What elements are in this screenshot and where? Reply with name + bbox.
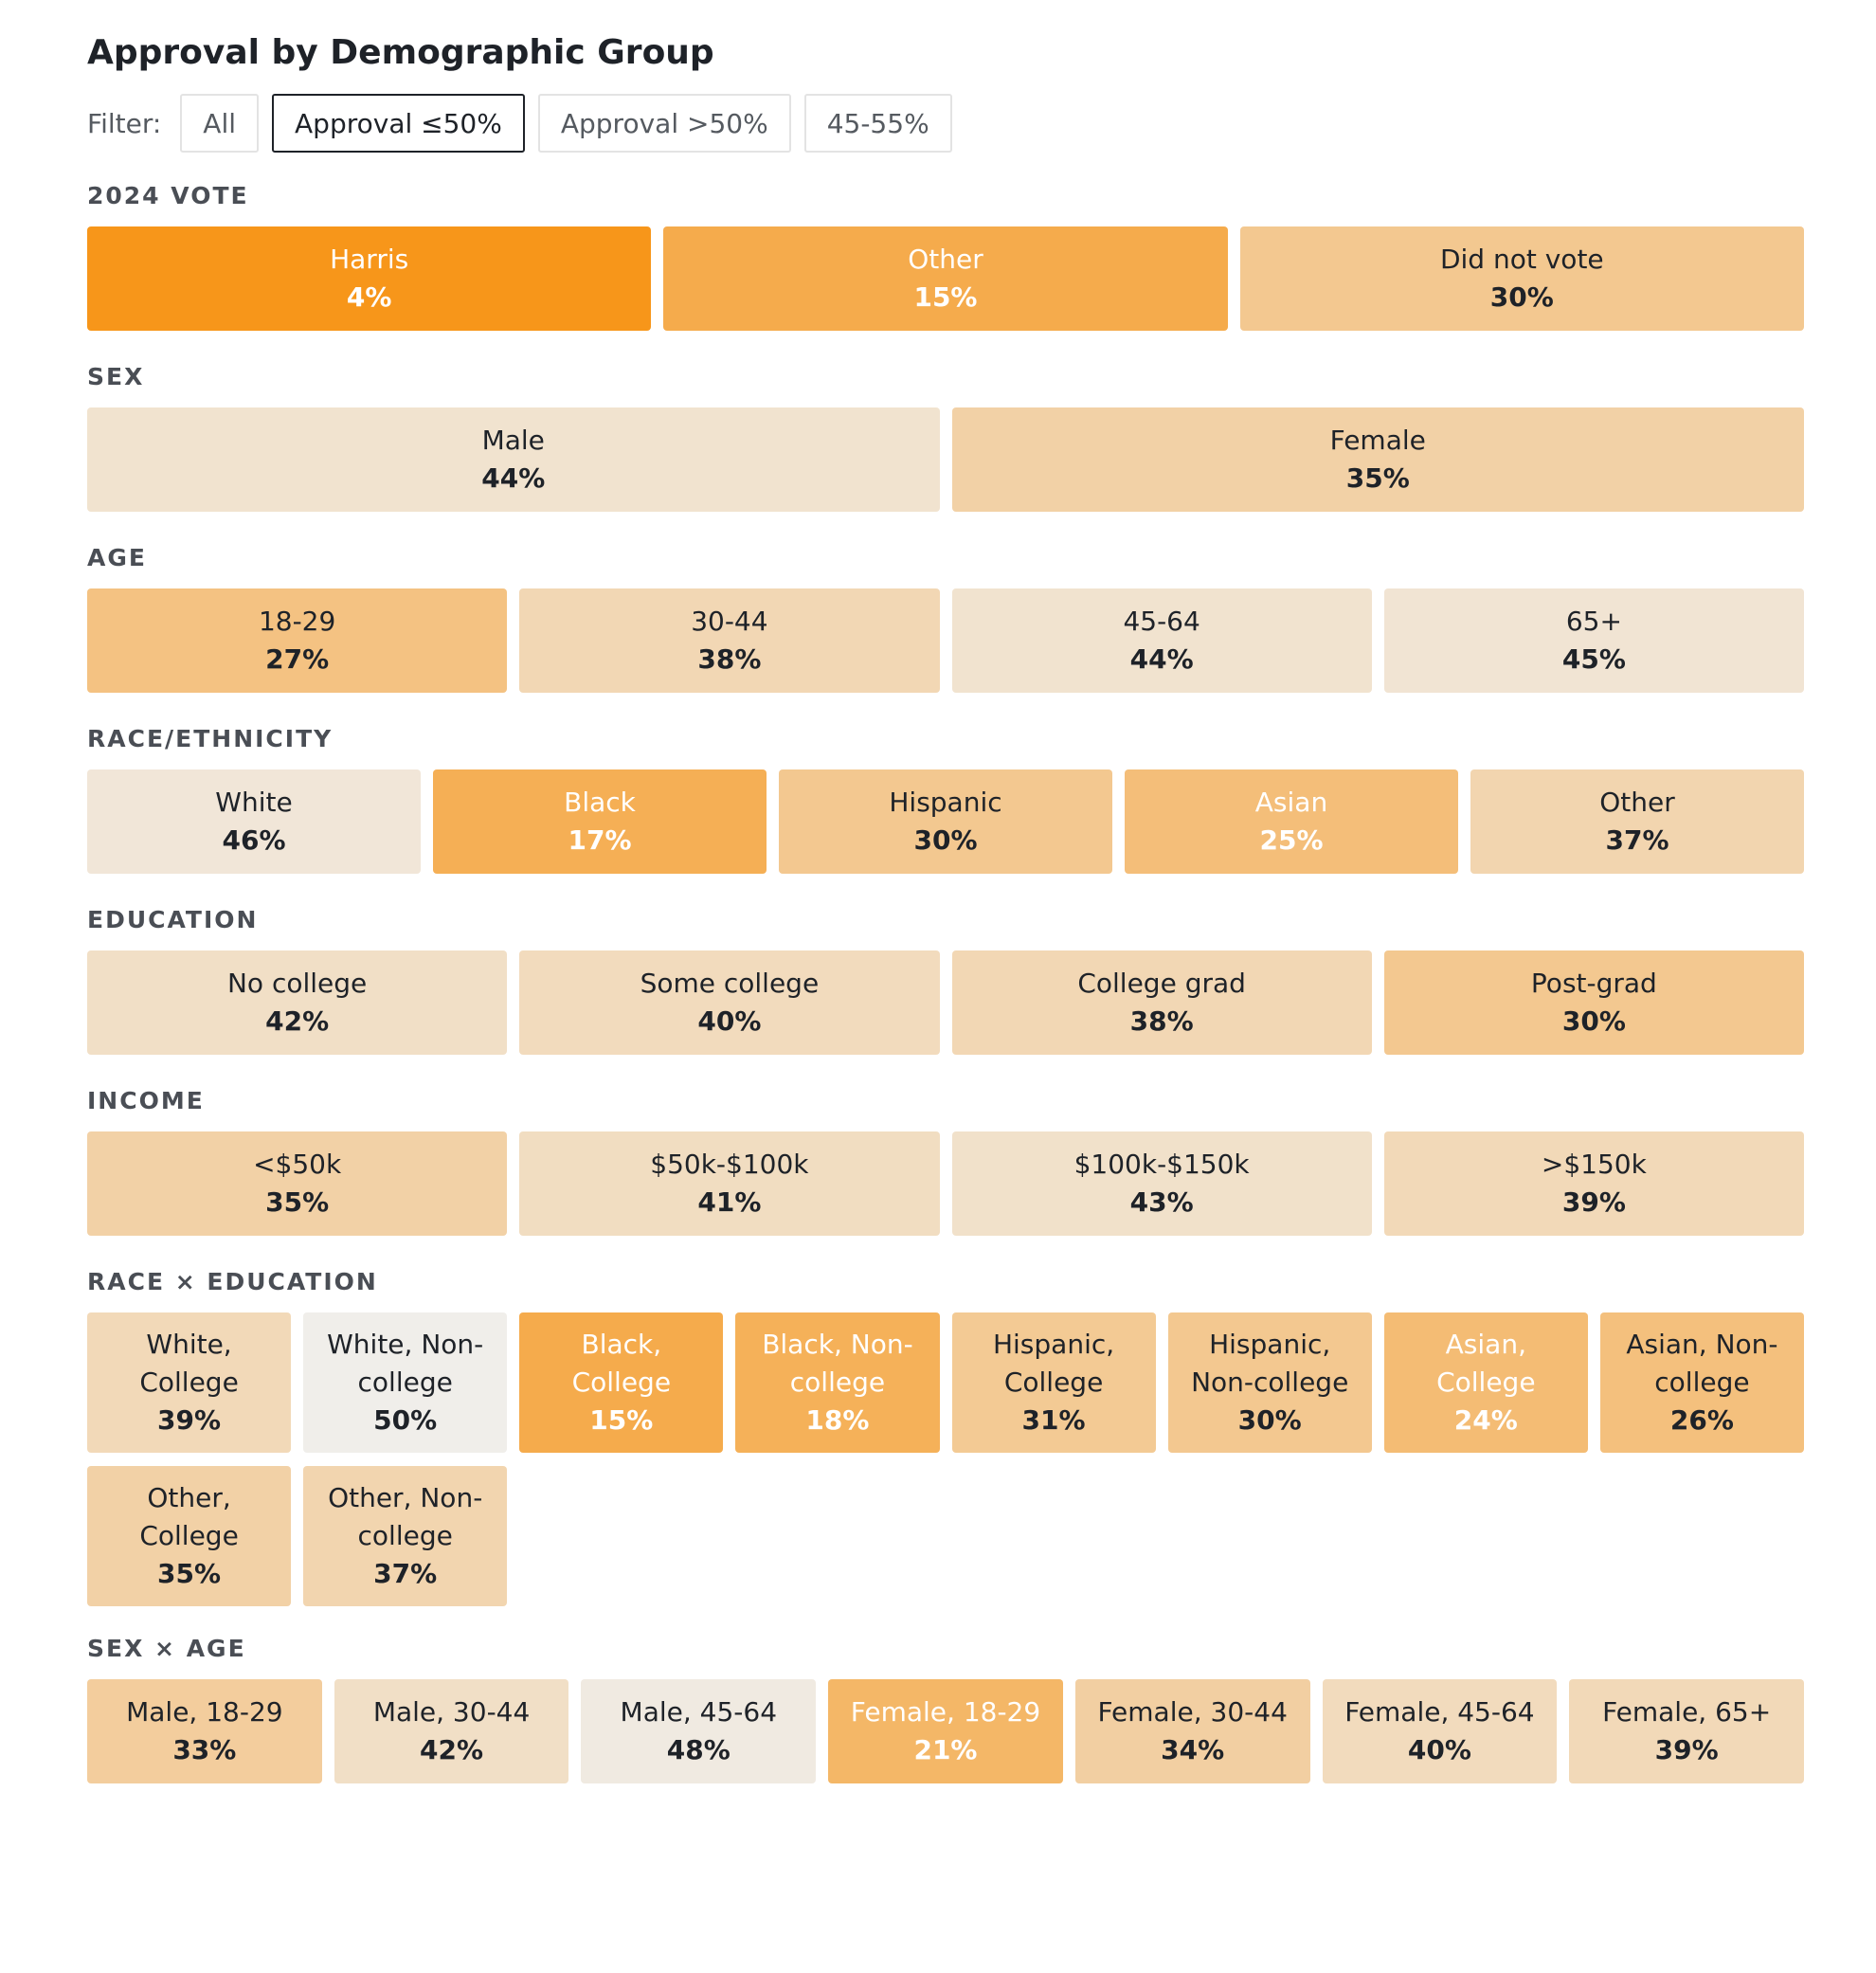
- cell-value: 50%: [373, 1404, 438, 1436]
- heatmap-cell-education-college-grad[interactable]: [952, 950, 1372, 1055]
- cell-value: 15%: [913, 281, 978, 313]
- cell-label: Male, 18-29: [126, 1696, 283, 1728]
- heatmap-cell-race-education-black-non-college[interactable]: [735, 1312, 939, 1453]
- section-label: SEX: [87, 363, 145, 390]
- cell-label: Post-grad: [1530, 968, 1657, 999]
- cell-value: 39%: [1561, 1186, 1626, 1218]
- cell-label: Male, 45-64: [620, 1696, 778, 1728]
- heatmap-cell-education-some-college[interactable]: [519, 950, 939, 1055]
- cell-value: 35%: [265, 1186, 330, 1218]
- heatmap-cell-income-150k[interactable]: [1384, 1131, 1804, 1236]
- cell-label: Other, College: [139, 1482, 239, 1551]
- cell-label: Male, 30-44: [372, 1696, 531, 1728]
- heatmap-cell-race-hispanic[interactable]: [779, 769, 1112, 874]
- cell-value: 42%: [265, 1005, 330, 1037]
- cell-value: 42%: [420, 1734, 484, 1765]
- heatmap-cell-sex-male[interactable]: [87, 407, 940, 512]
- cell-value: 37%: [373, 1558, 438, 1589]
- heatmap-cell-sex-age-female-45-64[interactable]: [1323, 1679, 1558, 1783]
- cell-label: >$150k: [1541, 1149, 1647, 1180]
- section-label: EDUCATION: [87, 906, 259, 933]
- cell-label: Black, College: [571, 1329, 672, 1398]
- section-label: RACE/ETHNICITY: [87, 725, 334, 752]
- cell-value: 35%: [157, 1558, 222, 1589]
- cell-label: Other, Non-college: [328, 1482, 483, 1551]
- section-income: [87, 1086, 1804, 1218]
- cell-value: 4%: [346, 281, 392, 313]
- heatmap-cell-race-education-hispanic-college[interactable]: [952, 1312, 1156, 1453]
- cell-label: Asian, College: [1436, 1329, 1536, 1398]
- cell-value: 30%: [1561, 1005, 1626, 1037]
- heatmap-cell-sex-age-female-65[interactable]: [1569, 1679, 1804, 1783]
- section-label: RACE × EDUCATION: [87, 1268, 378, 1295]
- cell-value: 41%: [697, 1186, 762, 1218]
- filter-chip-45-55[interactable]: 45-55%: [804, 94, 952, 153]
- heatmap-cell-income-100k-150k[interactable]: [952, 1131, 1372, 1236]
- cell-label: Other: [908, 244, 983, 275]
- heatmap-cell-vote-did-not-vote[interactable]: [1240, 226, 1804, 331]
- section-label: 2024 VOTE: [87, 182, 249, 209]
- heatmap-cell-sex-age-male-45-64[interactable]: [581, 1679, 816, 1783]
- cell-value: 33%: [172, 1734, 237, 1765]
- cell-value: 30%: [1489, 281, 1554, 313]
- cell-value: 27%: [265, 643, 330, 675]
- cell-label: 18-29: [258, 606, 336, 637]
- heatmap-cell-education-post-grad[interactable]: [1384, 950, 1804, 1055]
- heatmap-cell-age-30-44[interactable]: [519, 588, 939, 693]
- chart-container: [87, 27, 1804, 1765]
- section-label: INCOME: [87, 1087, 205, 1114]
- heatmap-cell-sex-age-male-30-44[interactable]: [334, 1679, 569, 1783]
- heatmap-cell-race-education-asian-non-college[interactable]: [1600, 1312, 1804, 1453]
- cell-label: Some college: [640, 968, 820, 999]
- cell-label: Female: [1329, 425, 1426, 456]
- heatmap-cell-education-no-college[interactable]: [87, 950, 507, 1055]
- cell-label: No college: [226, 968, 368, 999]
- cell-value: 43%: [1129, 1186, 1194, 1218]
- cell-value: 38%: [1129, 1005, 1194, 1037]
- cell-label: 30-44: [691, 606, 768, 637]
- heatmap-cell-race-education-white-college[interactable]: [87, 1312, 291, 1453]
- heatmap-cell-age-65[interactable]: [1384, 588, 1804, 693]
- cell-label: Black, Non-college: [762, 1329, 913, 1398]
- cell-value: 38%: [697, 643, 762, 675]
- cell-label: College grad: [1077, 968, 1246, 999]
- cell-value: 37%: [1605, 824, 1669, 856]
- heatmap-cell-race-asian[interactable]: [1125, 769, 1458, 874]
- heatmap-cell-sex-age-female-18-29[interactable]: [828, 1679, 1063, 1783]
- cell-label: Female, 45-64: [1344, 1696, 1535, 1728]
- heatmap-cell-sex-female[interactable]: [952, 407, 1805, 512]
- cell-label: Hispanic: [889, 787, 1002, 818]
- section-vote: [87, 181, 1804, 313]
- heatmap-cell-race-education-other-non-college[interactable]: [303, 1466, 507, 1606]
- cell-value: 48%: [666, 1734, 731, 1765]
- heatmap-cell-sex-age-male-18-29[interactable]: [87, 1679, 322, 1783]
- cell-label: Did not vote: [1439, 244, 1604, 275]
- heatmap-cell-race-white[interactable]: [87, 769, 421, 874]
- section-education: [87, 905, 1804, 1037]
- section-race: [87, 724, 1804, 856]
- heatmap-cell-income-50k-100k[interactable]: [519, 1131, 939, 1236]
- cell-label: Asian, Non-college: [1626, 1329, 1778, 1398]
- heatmap-cell-income-50k[interactable]: [87, 1131, 507, 1236]
- heatmap-cell-vote-harris[interactable]: [87, 226, 651, 331]
- cell-label: Harris: [330, 244, 409, 275]
- cell-label: White, College: [139, 1329, 239, 1398]
- cell-label: 65+: [1565, 606, 1622, 637]
- cell-value: 34%: [1161, 1734, 1225, 1765]
- filter-chip-approval-le-50[interactable]: Approval ≤50%: [272, 94, 525, 153]
- heatmap-cell-race-education-white-non-college[interactable]: [303, 1312, 507, 1453]
- cell-label: Black: [564, 787, 636, 818]
- cell-value: 39%: [1654, 1734, 1719, 1765]
- heatmap-cell-race-education-other-college[interactable]: [87, 1466, 291, 1606]
- cell-value: 44%: [481, 462, 546, 494]
- heatmap-cell-race-education-hispanic-non-college[interactable]: [1168, 1312, 1372, 1453]
- filter-bar: [87, 93, 1804, 154]
- heatmap-cell-age-18-29[interactable]: [87, 588, 507, 693]
- section-race-education: [87, 1267, 1804, 1589]
- section-sex-age: [87, 1634, 1804, 1765]
- section-age: [87, 543, 1804, 675]
- cell-label: Female, 18-29: [850, 1696, 1041, 1728]
- cell-label: Asian: [1254, 787, 1328, 818]
- cell-value: 30%: [913, 824, 978, 856]
- section-label: SEX × AGE: [87, 1635, 246, 1662]
- heatmap-cell-race-other[interactable]: [1470, 769, 1804, 874]
- heatmap-cell-race-black[interactable]: [433, 769, 767, 874]
- cell-value: 46%: [222, 824, 286, 856]
- cell-label: 45-64: [1123, 606, 1200, 637]
- cell-label: White: [215, 787, 293, 818]
- cell-value: 39%: [157, 1404, 222, 1436]
- heatmap-cell-race-education-black-college[interactable]: [519, 1312, 723, 1453]
- cell-value: 24%: [1453, 1404, 1518, 1436]
- cell-label: $100k-$150k: [1073, 1149, 1250, 1180]
- cell-label: White, Non-college: [327, 1329, 484, 1398]
- cell-value: 21%: [913, 1734, 978, 1765]
- cell-label: Other: [1599, 787, 1675, 818]
- cell-value: 17%: [568, 824, 632, 856]
- cell-label: <$50k: [253, 1149, 342, 1180]
- heatmap-cell-vote-other[interactable]: [663, 226, 1227, 331]
- filter-chip-all[interactable]: All: [180, 94, 259, 153]
- filter-chip-approval-gt-50[interactable]: Approval >50%: [538, 94, 791, 153]
- cell-label: Male: [481, 425, 545, 456]
- cell-value: 45%: [1561, 643, 1626, 675]
- cell-label: Hispanic, Non-college: [1191, 1329, 1349, 1398]
- cell-value: 40%: [697, 1005, 762, 1037]
- page-title: Approval by Demographic Group: [87, 33, 714, 72]
- filter-label: Filter:: [87, 107, 162, 139]
- cell-value: 30%: [1237, 1404, 1302, 1436]
- cell-value: 35%: [1345, 462, 1410, 494]
- cell-value: 15%: [589, 1404, 654, 1436]
- heatmap-cell-race-education-asian-college[interactable]: [1384, 1312, 1588, 1453]
- cell-label: Female, 30-44: [1097, 1696, 1288, 1728]
- section-label: AGE: [87, 544, 147, 571]
- cell-value: 18%: [805, 1404, 870, 1436]
- cell-value: 31%: [1021, 1404, 1086, 1436]
- cell-label: Hispanic, College: [992, 1329, 1115, 1398]
- cell-label: Female, 65+: [1602, 1696, 1772, 1728]
- heatmap-cell-age-45-64[interactable]: [952, 588, 1372, 693]
- cell-value: 40%: [1407, 1734, 1471, 1765]
- cell-value: 26%: [1669, 1404, 1734, 1436]
- heatmap-cell-sex-age-female-30-44[interactable]: [1075, 1679, 1310, 1783]
- section-sex: [87, 362, 1804, 494]
- cell-label: $50k-$100k: [650, 1149, 809, 1180]
- cell-value: 25%: [1259, 824, 1324, 856]
- cell-value: 44%: [1129, 643, 1194, 675]
